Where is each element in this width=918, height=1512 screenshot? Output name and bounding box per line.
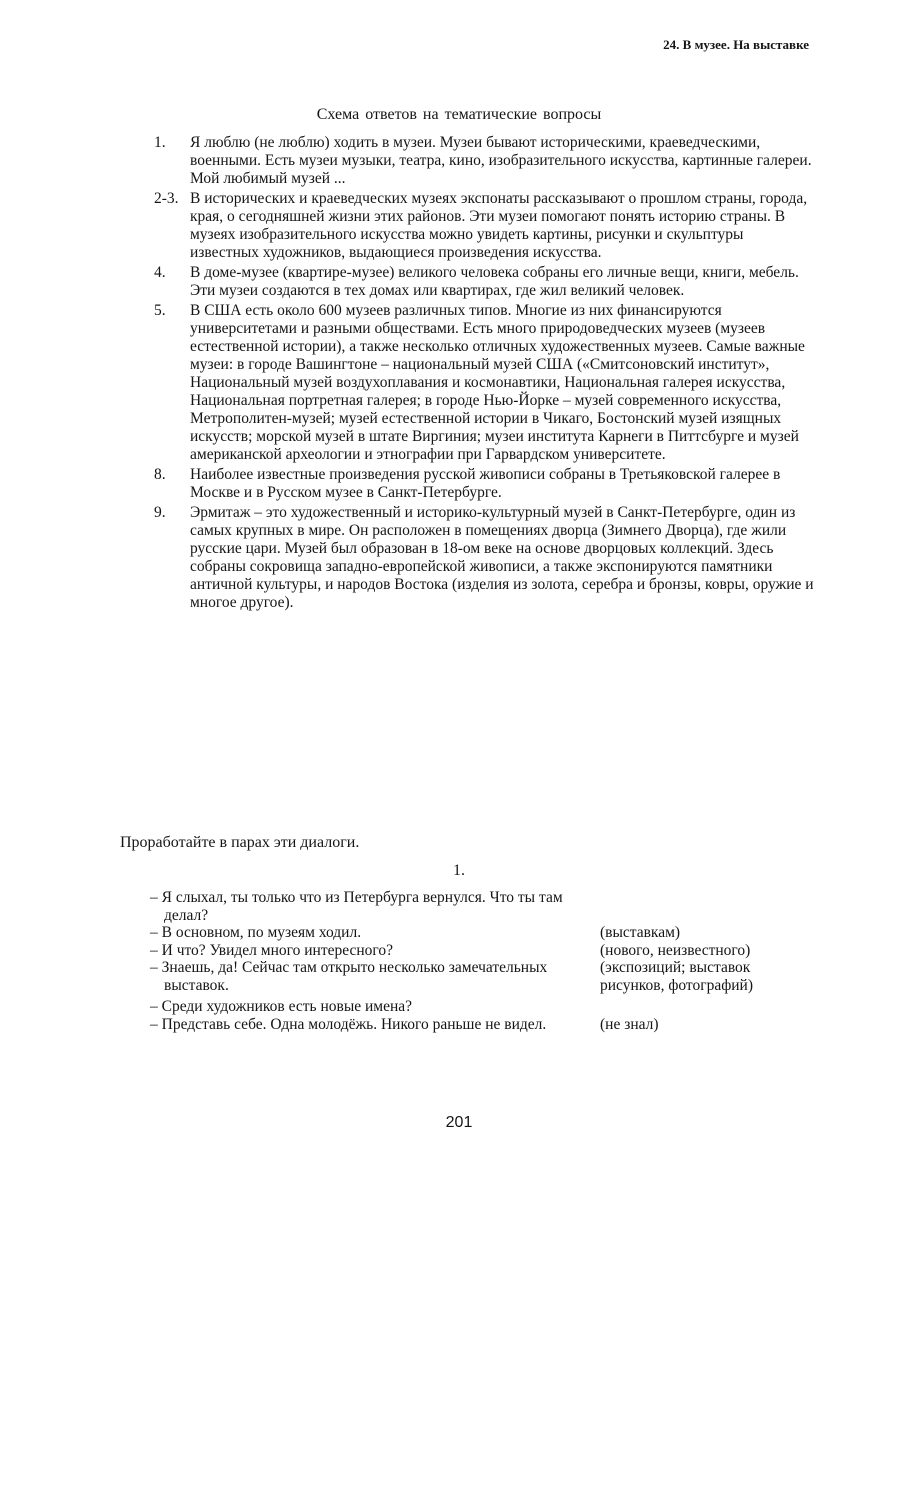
answer-text: В доме-музее (квартире-музее) великого человека собраны его личные вещи, книги, мебель. Эти музеи создаются в тех домах или квартирах, где жил великий человек. — [190, 264, 799, 299]
substitution-hint: (экспозиций; выставок рисунков, фотографий) — [600, 959, 754, 994]
answer-item — [150, 190, 815, 262]
answer-number: 4. — [154, 264, 166, 281]
answer-item — [150, 302, 815, 464]
dialog-turn — [150, 889, 830, 924]
substitution-hint: (не знал) — [600, 1015, 659, 1033]
answers-list — [150, 134, 815, 614]
substitution-hint — [600, 998, 810, 1016]
dialog-turn — [150, 942, 830, 960]
dialog-line: – Среди художников есть новые имена? — [150, 998, 413, 1015]
substitution-hint: (выставкам) — [600, 924, 681, 941]
dialog-turn — [150, 1016, 830, 1034]
answer-text: Эрмитаж – это художественный и историко-культурный музей в Санкт-Петербурге, один из самых крупных в мире. Он расположен в помещениях дворца (Зимнего Дворца), где жили русские цари. Музей был образован в 18-ом веке на основе дворцовых коллекций. Здесь собраны сокровища западно-европейской живописи, а также экспонируются памятники античной культуры, и народов Востока (изделия из золота, серебра и бронзы, ковры, оружие и многое другое). — [190, 504, 814, 611]
answer-item — [150, 264, 815, 300]
answer-number: 9. — [154, 504, 166, 521]
substitution-hint — [600, 889, 810, 924]
dialog-line: – Знаешь, да! Сейчас там открыто несколько замечательных выставок. — [150, 959, 548, 994]
answer-text: В США есть около 600 музеев различных типов. Многие из них финансируются университетами и разными обществами. Есть много природоведческих музеев (музеев естественной истории), а также несколько отличных художественных музеев. Самые важные музеи: в городе Вашингтоне – национальный музей США («Смитсоновский институт», Национальный музей воздухоплавания и космонавтики, Национальная галерея искусства, Национальная портретная галерея; в городе Нью-Йорке – музей современного искусства, Метрополитен-музей; музей естественной истории в Чикаго, Бостонский музей изящных искусств; морской музей в штате Виргиния; музеи института Карнеги в Питтсбурге и музей американской археологии и этнографии при Гарвардском университете. — [190, 302, 805, 463]
dialog-turn — [150, 924, 830, 942]
answer-number: 8. — [154, 466, 166, 483]
answer-text: Наиболее известные произведения русской живописи собраны в Третьяковской галерее в Москве и в Русском музее в Санкт-Петербурге. — [190, 466, 781, 501]
answer-text: В исторических и краеведческих музеях экспонаты рассказывают о прошлом страны, города, края, о сегодняшней жизни этих районов. Эти музеи помогают понять историю страны. В музеях изобразительного искусства можно увидеть картины, рисунки и скульптуры известных художников, выдающиеся произведения искусства. — [190, 190, 808, 261]
section-title: Схема ответов на тематические вопросы — [316, 106, 602, 123]
answer-item — [150, 134, 815, 188]
dialog — [150, 889, 830, 1033]
dialog-turn — [150, 998, 830, 1016]
answer-item — [150, 504, 815, 612]
answer-number: 1. — [154, 134, 166, 151]
dialog-turn — [150, 959, 830, 994]
dialog-number: 1. — [453, 862, 465, 879]
answer-number: 2-3. — [154, 190, 179, 207]
answer-text: Я люблю (не люблю) ходить в музеи. Музеи бывают историческими, краеведческими, военными. Есть музеи музыки, театра, кино, изобразительного искусства, картинные галереи. Мой любимый музей ... — [190, 134, 812, 187]
answer-item — [150, 466, 815, 502]
running-header: 24. В музее. На выставке — [663, 37, 809, 52]
dialog-line: – В основном, по музеям ходил. — [150, 924, 362, 941]
dialog-instruction: Проработайте в парах эти диалоги. — [120, 834, 360, 851]
dialog-line: – Я слыхал, ты только что из Петербурга вернулся. Что ты там делал? — [150, 889, 563, 924]
dialog-line: – И что? Увидел много интересного? — [150, 941, 394, 959]
substitution-hint: (нового, неизвестного) — [600, 941, 751, 959]
page-number: 201 — [445, 1114, 473, 1131]
dialog-line: – Представь себе. Одна молодёжь. Никого раньше не видел. — [150, 1015, 547, 1033]
answer-number: 5. — [154, 302, 166, 319]
